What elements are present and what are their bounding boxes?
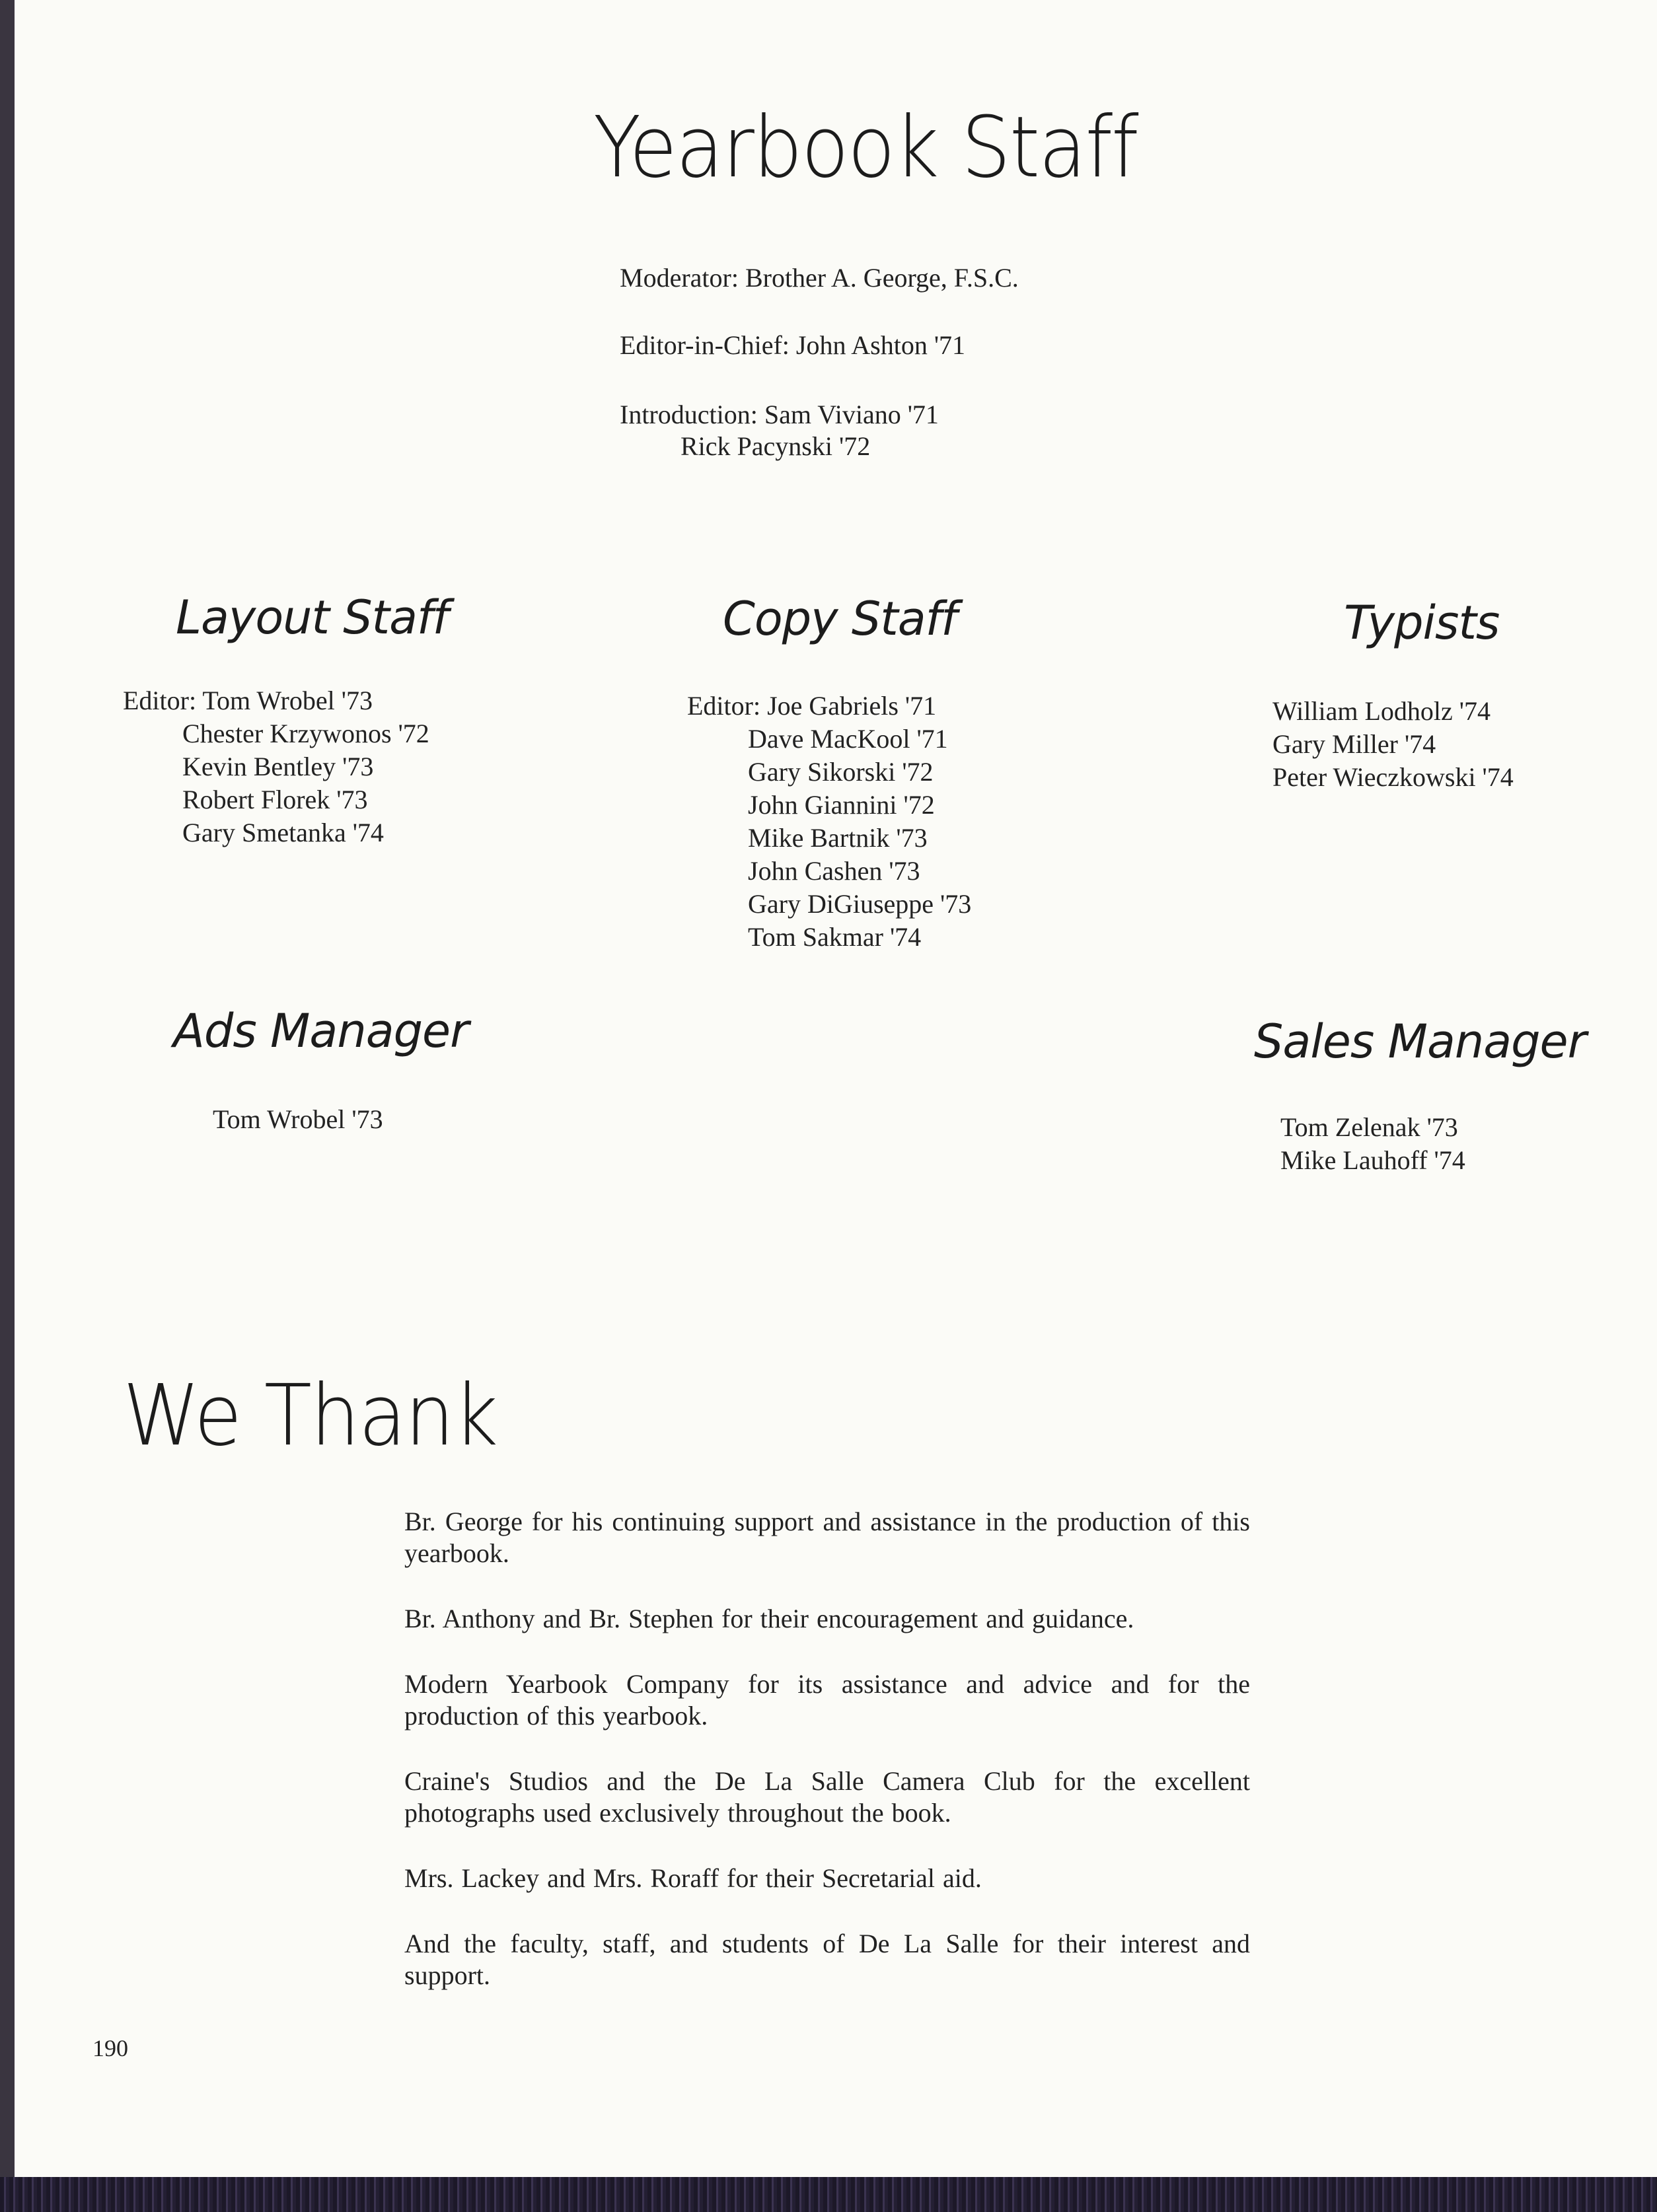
thanks-paragraph: Modern Yearbook Company for its assistance and advice and for the production of this yearbook. [404,1669,1250,1730]
moderator-line: Moderator: Brother A. George, F.S.C. [620,263,1019,293]
thanks-paragraph: Mrs. Lackey and Mrs. Roraff for their Secretarial aid. [404,1863,982,1893]
thanks-heading: We Thank [123,1366,497,1465]
thanks-paragraph: And the faculty, staff, and students of De La Salle for their interest and support. [404,1929,1250,1990]
ads-manager-name: Tom Wrobel '73 [213,1104,383,1134]
list-item: Dave MacKool '71 [748,724,948,754]
sales-manager-list [1280,1111,1465,1177]
list-item: William Lodholz '74 [1272,696,1491,726]
typists-list [1272,695,1514,794]
scan-left-edge [0,0,15,2212]
list-item: Gary Miller '74 [1272,729,1436,759]
typists-heading: Typists [1344,596,1500,650]
thanks-paragraph: Br. Anthony and Br. Stephen for their encouragement and guidance. [404,1604,1134,1633]
list-item: Tom Sakmar '74 [748,922,922,952]
introduction-line: Introduction: Sam Viviano '71 [620,400,939,429]
layout-staff-heading: Layout Staff [176,590,449,645]
list-item: Gary Smetanka '74 [182,818,384,847]
list-item: Mike Lauhoff '74 [1280,1145,1465,1175]
list-item: John Giannini '72 [748,790,935,820]
list-item: Mike Bartnik '73 [748,823,928,853]
thanks-paragraph: Br. George for his continuing support and assistance in the production of this yearbook. [404,1507,1250,1568]
list-item: Gary Sikorski '72 [748,757,934,787]
page-title: Yearbook Staff [593,98,1138,197]
list-item: Chester Krzywonos '72 [182,719,429,748]
copy-staff-editor: Editor: Joe Gabriels '71 [687,691,937,721]
list-item: Gary DiGiuseppe '73 [748,889,972,919]
introduction-line-2: Rick Pacynski '72 [681,431,871,461]
editor-in-chief-line: Editor-in-Chief: John Ashton '71 [620,330,966,360]
page-number: 190 [92,2035,128,2061]
layout-staff-list [182,717,429,849]
copy-staff-list [748,723,971,954]
list-item: Kevin Bentley '73 [182,752,374,781]
copy-staff-heading: Copy Staff [723,592,957,646]
list-item: Robert Florek '73 [182,785,368,814]
yearbook-page [15,0,1657,2177]
thanks-paragraph: Craine's Studios and the De La Salle Camera Club for the excellent photographs used exclusively throughout the book. [404,1766,1250,1828]
thanks-paragraphs [404,1506,1250,2025]
list-item: John Cashen '73 [748,856,920,886]
scan-bottom-edge [0,2177,1657,2212]
layout-staff-editor: Editor: Tom Wrobel '73 [123,686,373,715]
list-item: Tom Zelenak '73 [1280,1112,1458,1142]
list-item: Peter Wieczkowski '74 [1272,762,1514,792]
sales-manager-heading: Sales Manager [1254,1015,1586,1069]
ads-manager-heading: Ads Manager [173,1004,468,1058]
